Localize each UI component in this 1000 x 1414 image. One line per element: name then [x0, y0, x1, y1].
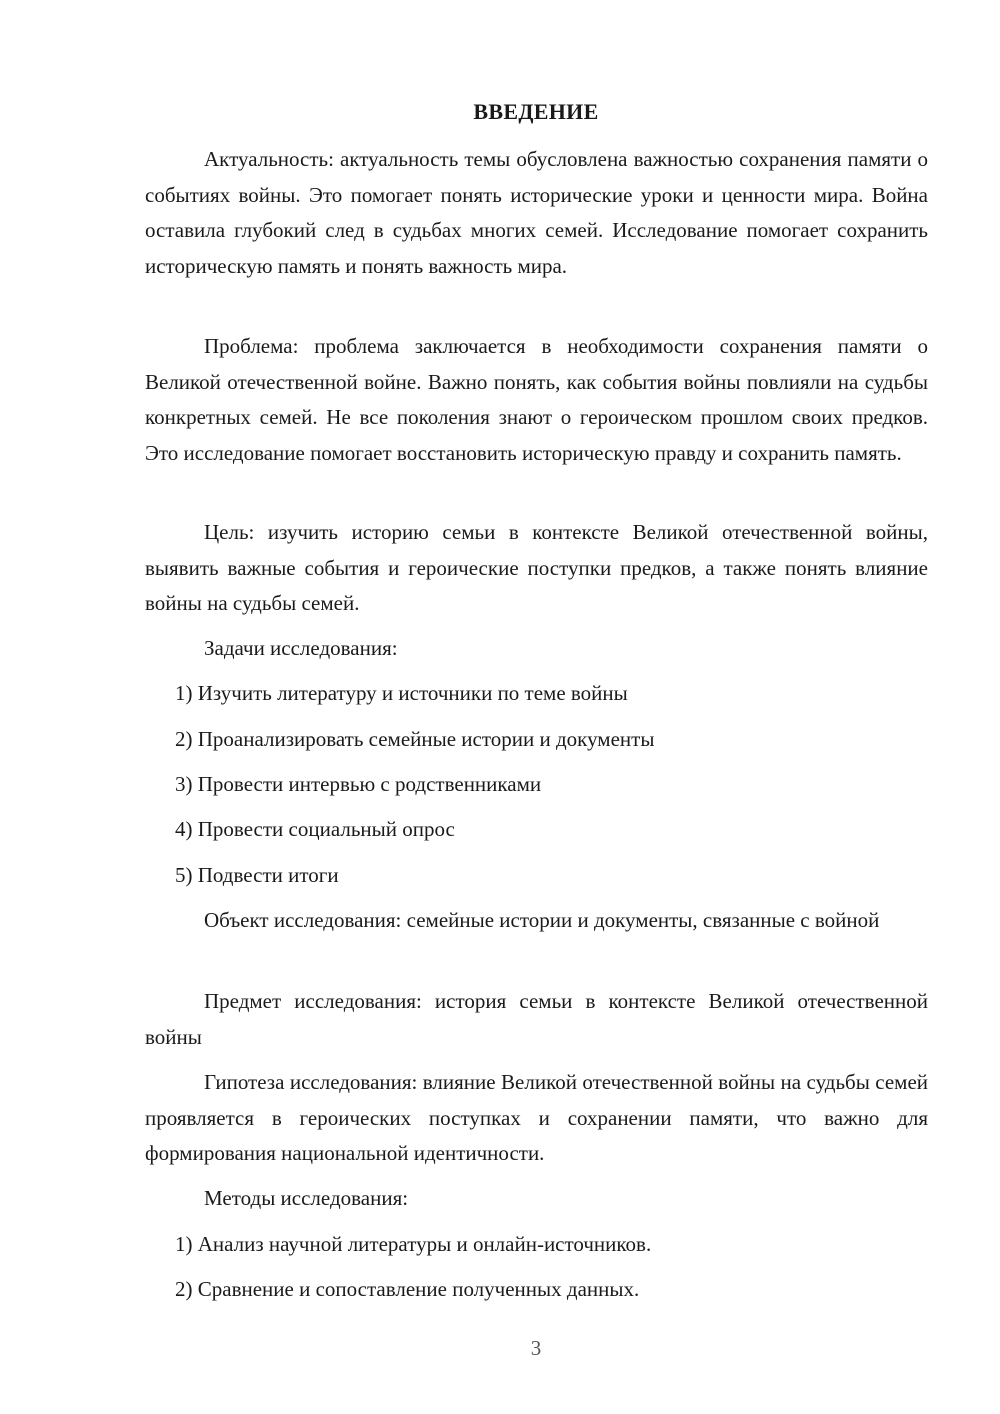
object-paragraph: Объект исследования: семейные истории и документы, связанные с войной: [204, 908, 880, 932]
method-text: 2) Сравнение и сопоставление полученных данных.: [175, 1277, 640, 1301]
tasks-title-block: [145, 631, 928, 667]
hypothesis-paragraph: Гипотеза исследования: влияние Великой отечественной войны на судьбы семей проявляется в героических поступках и сохранении памяти, что важно для формирования национальной идентичности.: [145, 1070, 928, 1165]
task-text: 3) Провести интервью с родственниками: [175, 772, 542, 796]
relevance-paragraph: Актуальность: актуальность темы обусловлена важностью сохранения памяти о событиях войны. Это помогает понять исторические уроки и ценности мира. Война оставила глубокий след в судьбах многих семей. Исследование помогает сохранить историческую память и понять важность мира.: [145, 147, 928, 278]
subject-paragraph: Предмет исследования: история семьи в контексте Великой отечественной войны: [145, 989, 928, 1049]
section-heading: ВВЕДЕНИЕ: [473, 99, 599, 124]
task-item-2: [145, 722, 928, 758]
task-text: 1) Изучить литературу и источники по теме войны: [175, 681, 628, 705]
methods-title-block: [145, 1181, 928, 1217]
methods-title: Методы исследования:: [204, 1186, 409, 1210]
problem-paragraph: Проблема: проблема заключается в необходимости сохранения памяти о Великой отечественной войне. Важно понять, как события войны повлияли на судьбы конкретных семей. Не все поколения знают о героическом прошлом своих предков. Это исследование помогает восстановить историческую правду и сохранить память.: [145, 334, 928, 465]
tasks-title: Задачи исследования:: [204, 636, 398, 660]
method-item-1: [145, 1227, 928, 1263]
subject-block: [145, 984, 928, 1055]
task-item-5: [145, 858, 928, 894]
method-text: 1) Анализ научной литературы и онлайн-источников.: [175, 1232, 652, 1256]
problem-block: [145, 329, 928, 471]
task-text: 2) Проанализировать семейные истории и документы: [175, 727, 655, 751]
task-item-4: [145, 812, 928, 848]
method-item-2: [145, 1272, 928, 1308]
task-item-1: [145, 676, 928, 712]
task-item-3: [145, 767, 928, 803]
page-number: 3: [530, 1336, 542, 1360]
task-text: 4) Провести социальный опрос: [175, 817, 455, 841]
goal-block: [145, 515, 928, 622]
object-block: [145, 903, 928, 939]
task-text: 5) Подвести итоги: [175, 863, 339, 887]
hypothesis-block: [145, 1065, 928, 1172]
goal-paragraph: Цель: изучить историю семьи в контексте Великой отечественной войны, выявить важные события и героические поступки предков, а также понять влияние войны на судьбы семей.: [145, 520, 928, 615]
relevance-block: [145, 142, 928, 284]
